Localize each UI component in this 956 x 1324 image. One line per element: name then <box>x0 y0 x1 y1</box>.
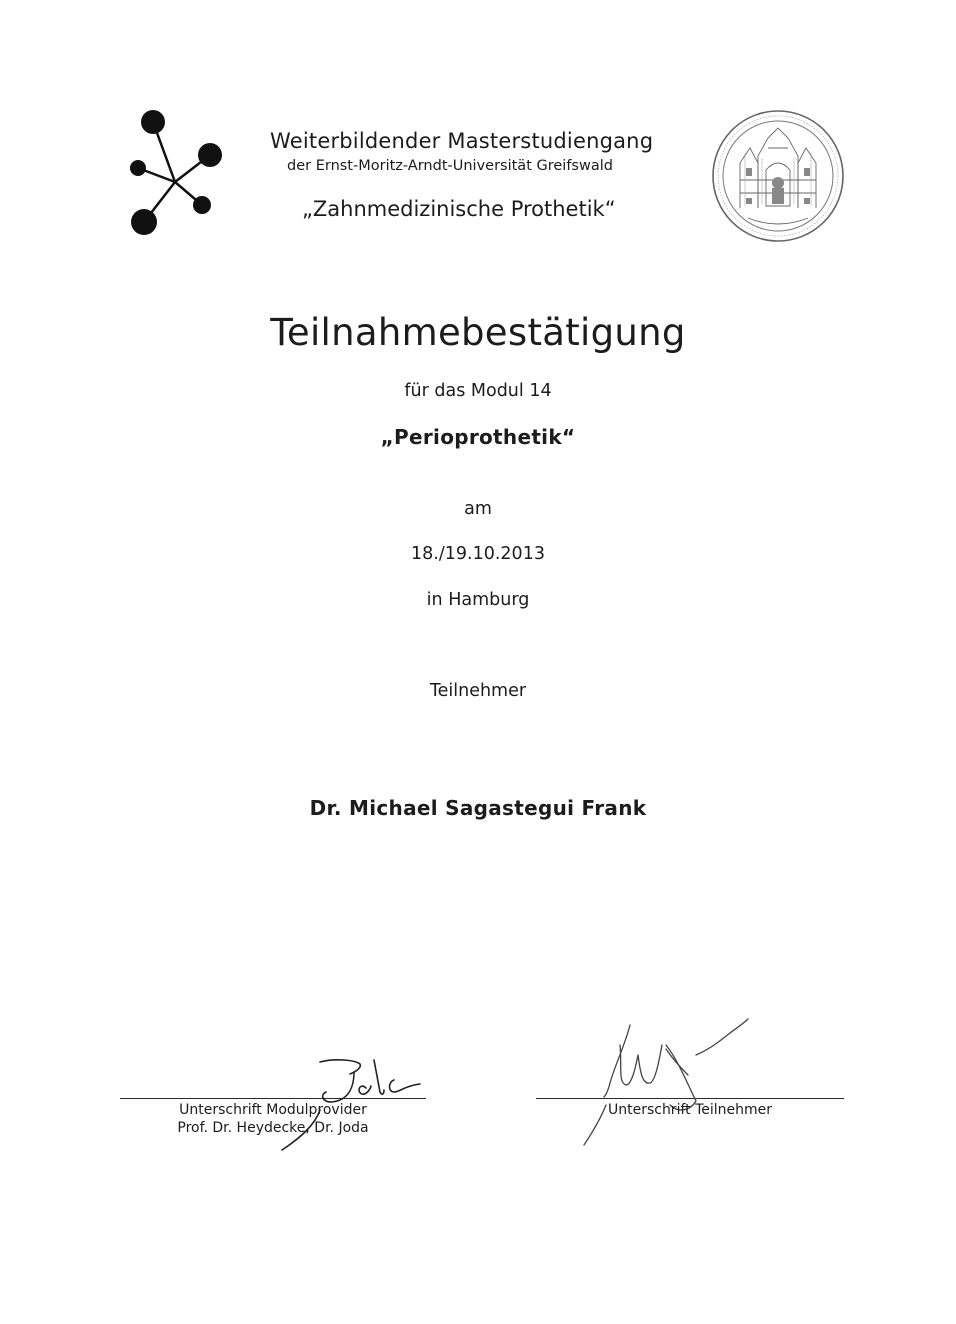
date-prefix: am <box>464 499 492 519</box>
provider-signature-caption <box>118 1101 428 1137</box>
module-number: für das Modul 14 <box>404 381 552 401</box>
participant-signature-icon <box>570 1005 770 1155</box>
provider-caption-title: Unterschrift Modulprovider <box>179 1102 367 1118</box>
program-title: Weiterbildender Masterstudiengang <box>270 129 654 153</box>
participant-signature-caption: Unterschrift Teilnehmer <box>607 1102 773 1118</box>
event-location: in Hamburg <box>426 590 530 610</box>
document-title: Teilnahmebestätigung <box>270 311 686 354</box>
provider-caption-names: Prof. Dr. Heydecke, Dr. Joda <box>177 1120 369 1136</box>
molecule-logo-icon <box>118 100 234 246</box>
program-subtitle: „Zahnmedizinische Prothetik“ <box>302 197 616 221</box>
event-date: 18./19.10.2013 <box>411 544 545 564</box>
university-seal-icon <box>710 108 846 244</box>
participant-name: Dr. Michael Sagastegui Frank <box>309 796 647 820</box>
participant-label: Teilnehmer <box>429 681 527 701</box>
module-name: „Perioprothetik“ <box>380 425 576 449</box>
university-name: der Ernst-Moritz-Arndt-Universität Greifswald <box>287 158 613 174</box>
